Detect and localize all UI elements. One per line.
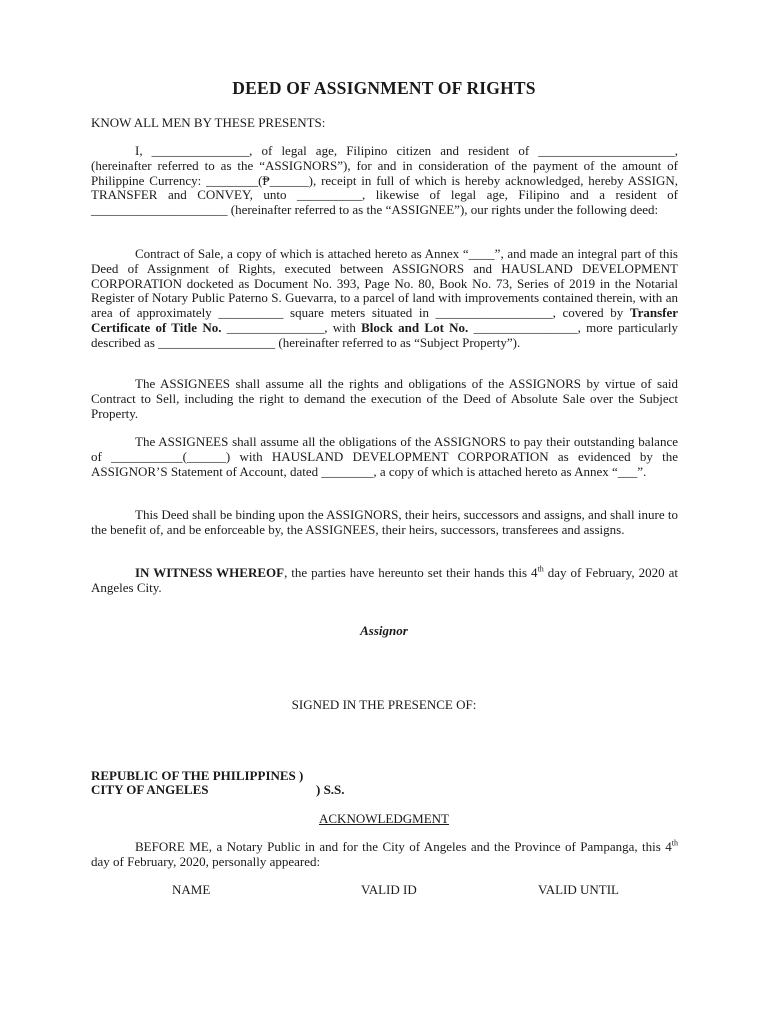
witness-lead: IN WITNESS WHEREOF [135,565,285,580]
acknowledgment-heading: ACKNOWLEDGMENT [319,811,449,826]
paragraph-witness [91,566,678,596]
witness-text-a: , the parties have hereunto set their hands this 4 [284,565,538,580]
witness-sup: th [537,564,544,574]
column-header-name: NAME [172,882,211,897]
paragraph-assignment: I, _______________, of legal age, Filipino citizen and resident of _____________________, (hereinafter referred to as the “ASSIGNORS”), for and in consideration of the payment of the amount of Philippine Currency: ________(₱______), receipt in full of which is hereby acknowledged, hereby ASSIGN, TRANSFER and CONVEY, unto __________, likewise of legal age, Filipino and a resident of _____________________ (hereinafter referred to as the “ASSIGNEE”), our rights under the following deed: [91,143,678,218]
signed-presence-heading: SIGNED IN THE PRESENCE OF: [291,697,477,712]
paragraph-contract-of-sale [91,247,678,351]
city-line: CITY OF ANGELES [91,782,209,797]
contract-text-a: Contract of Sale, a copy of which is attached hereto as Annex “____”, and made an integral part of this Deed of Assignment of Rights, executed between ASSIGNORS and HAUSLAND DEVELOPMENT CORPORATION docketed as Document No. 393, Page No. 80, Book No. 73, Series of 2019 in the Notarial Register of Notary Public Paterno S. Guevarra, to a parcel of land with improvements contained therein, with an area of approximately __________ square meters situated in __________________, covered by [91,246,678,321]
contract-text-e: ________________, more particularly described as __________________ (hereinafter referred to as “Subject Property”). [91,319,678,350]
ss-marker: ) S.S. [316,782,345,797]
republic-line: REPUBLIC OF THE PHILIPPINES ) [91,768,304,783]
block-lot-label: Block and Lot No. [361,319,469,335]
before-me-text-b: day of February, 2020, personally appeared: [91,853,321,869]
assignor-label: Assignor [360,623,408,638]
before-me-sup: th [671,838,678,848]
column-header-valid-until: VALID UNTIL [538,882,619,897]
paragraph-obligations: The ASSIGNEES shall assume all the obligations of the ASSIGNORS to pay their outstanding balance of ___________(______) with HAUSLAND DEVELOPMENT CORPORATION as evidenced by the ASSIGNOR’S Statement of Account, dated ________, a copy of which is attached hereto as Annex “___”. [91,434,678,479]
paragraph-binding: This Deed shall be binding upon the ASSIGNORS, their heirs, successors and assigns, and shall inure to the benefit of, and be enforceable by, the ASSIGNEES, their heirs, successors, transferees and assigns. [91,507,678,537]
column-header-valid-id: VALID ID [361,882,417,897]
document-title: DEED OF ASSIGNMENT OF RIGHTS [232,78,536,98]
contract-text-c: _______________, with [221,319,362,335]
paragraph-rights: The ASSIGNEES shall assume all the rights and obligations of the ASSIGNORS by virtue of said Contract to Sell, including the right to demand the execution of the Deed of Absolute Sale over the Subject Property. [91,376,678,421]
tct-label: Transfer Certificate of Title No. [91,305,678,335]
witness-text-b: day of February, 2020 at Angeles City. [91,565,678,595]
before-me-text-a: BEFORE ME, a Notary Public in and for the City of Angeles and the Province of Pampanga, this 4 [135,839,672,854]
paragraph-before-me [91,840,678,870]
intro-line: KNOW ALL MEN BY THESE PRESENTS: [91,115,326,130]
